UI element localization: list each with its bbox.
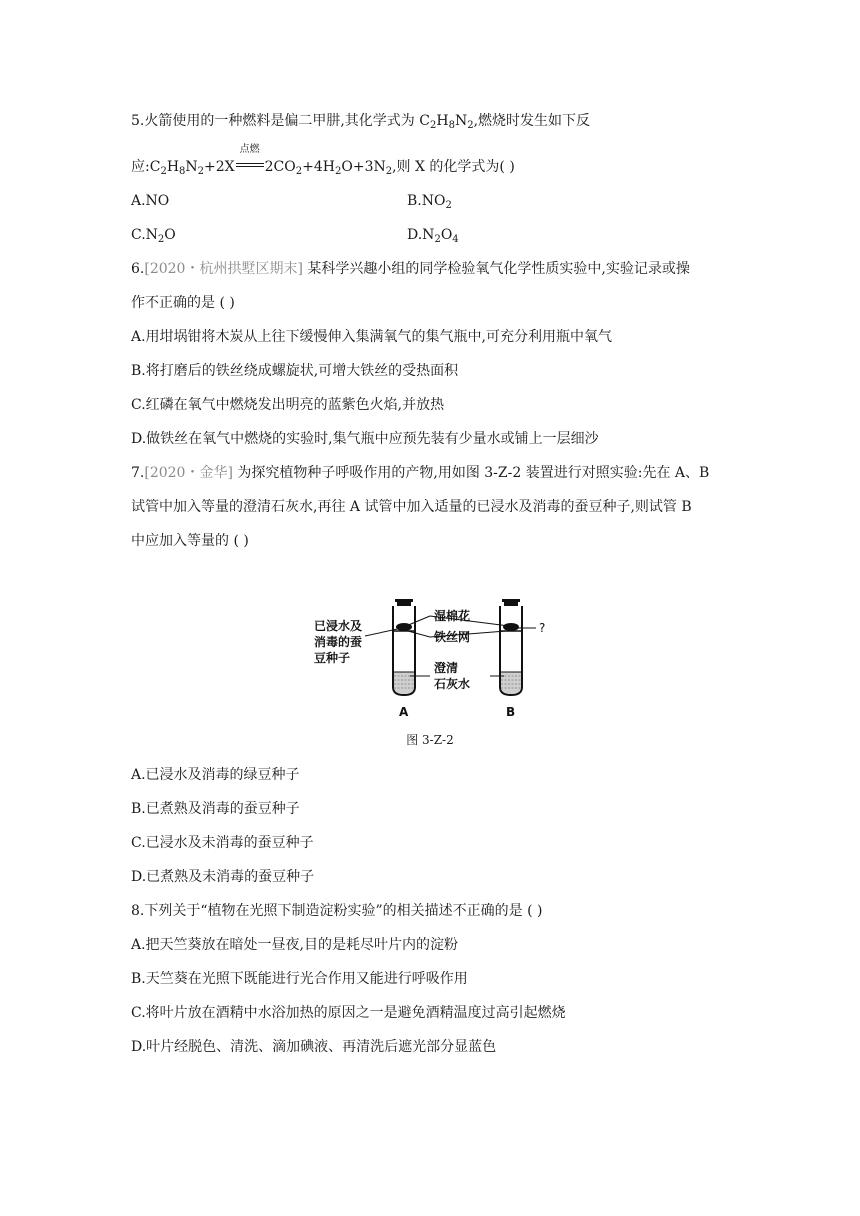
q7-option-b[interactable]: B.已煮熟及消毒的蚕豆种子 xyxy=(131,801,300,817)
q5-stem-line1: 5.火箭使用的一种燃料是偏二甲肼,其化学式为 $C_2H_8N_2$,燃烧时发生如下反 xyxy=(131,113,591,131)
q8-option-b[interactable]: B.天竺葵在光照下既能进行光合作用又能进行呼吸作用 xyxy=(131,971,468,987)
q5-option-d[interactable]: $D.N_2O_4$ xyxy=(407,227,459,245)
q6-source: [2020・杭州拱墅区期末] xyxy=(144,261,303,277)
q8-option-d[interactable]: D.叶片经脱色、清洗、滴加碘液、再清洗后遮光部分显蓝色 xyxy=(131,1039,497,1055)
q6-stem-line2: 作不正确的是 ( ) xyxy=(131,295,235,311)
figure-tube-a-label: A xyxy=(399,705,409,719)
figure-label-wet-cotton: 湿棉花 xyxy=(434,609,471,623)
q6-stem-line1: 6.[2020・杭州拱墅区期末] 某科学兴趣小组的同学检验氧气化学性质实验中,实验记录或操 xyxy=(131,261,690,277)
q8-option-c[interactable]: C.将叶片放在酒精中水浴加热的原因之一是避免酒精温度过高引起燃烧 xyxy=(131,1005,566,1021)
figure-label-seeds-2: 消毒的蚕 xyxy=(314,635,363,649)
figure-label-limewater-2: 石灰水 xyxy=(434,677,471,691)
q6-option-b[interactable]: B.将打磨后的铁丝绕成螺旋状,可增大铁丝的受热面积 xyxy=(131,363,459,379)
q6-option-d[interactable]: D.做铁丝在氧气中燃烧的实验时,集气瓶中应预先装有少量水或铺上一层细沙 xyxy=(131,431,599,447)
reaction-arrow xyxy=(236,144,264,173)
q6-option-a[interactable]: A.用坩埚钳将木炭从上往下缓慢伸入集满氧气的集气瓶中,可充分利用瓶中氧气 xyxy=(131,329,613,345)
q5-option-a[interactable]: A.NO xyxy=(131,193,170,209)
q7-source: [2020・金华] xyxy=(144,465,233,481)
q5-option-b[interactable]: $B.NO_2$ xyxy=(407,193,452,211)
reaction-condition: 点燃 xyxy=(239,144,260,155)
test-tube-a xyxy=(393,599,415,695)
figure-label-wire-mesh: 铁丝网 xyxy=(434,630,471,644)
test-tube-b xyxy=(500,599,522,695)
q7-option-c[interactable]: C.已浸水及未消毒的蚕豆种子 xyxy=(131,835,314,851)
figure-question-mark: ? xyxy=(539,621,546,635)
q5-option-c[interactable]: $C.N_2O$ xyxy=(131,227,176,245)
figure-label-seeds-3: 豆种子 xyxy=(314,651,351,665)
q5-equation-line: 应$:C_2H_8N_2+2X$ 点燃 $2CO_2+4H_2O+3N_2$,则 X 的化学式为( ) xyxy=(131,144,515,177)
q8-stem: 8.下列关于“植物在光照下制造淀粉实验”的相关描述不正确的是 ( ) xyxy=(131,903,543,919)
figure-label-limewater-1: 澄清 xyxy=(434,661,459,675)
test-tube-figure xyxy=(300,592,560,722)
figure-caption: 图 3-Z-2 xyxy=(406,733,454,747)
figure-label-seeds-1: 已浸水及 xyxy=(314,619,363,633)
q7-stem-line1: 7.[2020・金华] 为探究植物种子呼吸作用的产物,用如图 3-Z-2 装置进行对照实验:先在 A、B xyxy=(131,465,710,481)
q7-option-a[interactable]: A.已浸水及消毒的绿豆种子 xyxy=(131,767,300,783)
q7-stem-line2: 试管中加入等量的澄清石灰水,再往 A 试管中加入适量的已浸水及消毒的蚕豆种子,则试管 B xyxy=(131,499,692,515)
q8-option-a[interactable]: A.把天竺葵放在暗处一昼夜,目的是耗尽叶片内的淀粉 xyxy=(131,937,459,953)
q6-option-c[interactable]: C.红磷在氧气中燃烧发出明亮的蓝紫色火焰,并放热 xyxy=(131,397,445,413)
figure-tube-b-label: B xyxy=(506,705,516,719)
q7-option-d[interactable]: D.已煮熟及未消毒的蚕豆种子 xyxy=(131,869,315,885)
q7-stem-line3: 中应加入等量的 ( ) xyxy=(131,533,249,549)
